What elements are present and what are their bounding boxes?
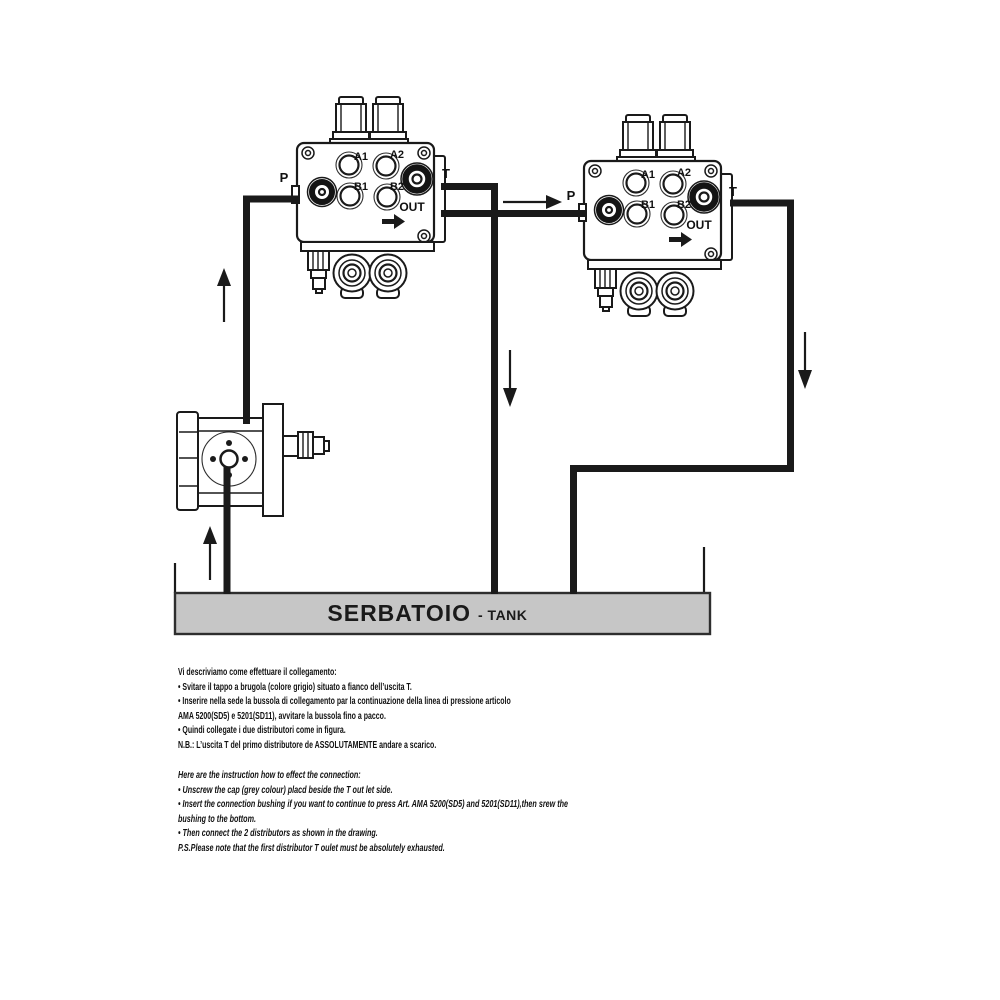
valve1-t-label: T [442,166,450,181]
arrow-head [798,370,812,389]
relief-neck [311,270,326,278]
instruction-line: Vi descriviamo come effettuare il collegamento: [178,667,337,678]
pump-flange [263,404,283,516]
valve2-out-label: OUT [686,218,712,232]
pump-bolt-dot [242,456,248,462]
instruction-line: • Svitare il tappo a brugola (colore grigio) situato a fianco dell’uscita T. [178,681,412,693]
pipe-pump-to-valve1-p [247,199,300,424]
instruction-line: • Quindi collegate i due distributori come in figura. [178,725,346,737]
relief-neck [598,288,613,296]
pump-shaft-end [313,437,324,454]
arrow-head [546,195,562,209]
valve2-a2-label: A2 [676,167,692,179]
distributor-valve-1 [280,97,450,298]
pump-bolt-dot [210,456,216,462]
relief-screw [313,278,325,289]
valve1-a2-label: A2 [389,149,405,161]
pump-shaft-tip [324,441,329,451]
valve2-t-label: T [729,184,737,199]
valve2-p-label: P [566,188,576,203]
valve2-out-arrow [669,237,681,242]
instructions-italian [178,666,511,754]
pipe-valve1-t-to-tank [441,187,495,595]
instruction-line: • Then connect the 2 distributors as shown in the drawing. [178,828,378,840]
valve2-a1-label: A1 [640,169,656,181]
instruction-line: bushing to the bottom. [178,813,256,825]
valve1-out-arrow [382,219,394,224]
pump-rear-cover [177,412,198,510]
tank-label-primary: SERBATOIO [327,600,471,626]
instruction-line: P.S.Please note that the first distributor T oulet must be absolutely exhausted. [178,842,445,854]
valve1-b2-label: B2 [389,181,405,193]
instruction-line: AMA 5200(SD5) e 5201(SD11), avvitare la bussola fino a pacco. [178,710,386,722]
pump-shaft-hole [221,451,238,468]
valve1-a1-label: A1 [353,151,369,163]
valve1-out-label: OUT [399,200,425,214]
distributor-valve-2 [567,115,737,316]
valve2-bottom-flange [588,260,721,269]
instruction-line: • Unscrew the cap (grey colour) placd beside the T out let side. [178,784,393,796]
arrow-head [503,388,517,407]
instruction-line: • Insert the connection bushing if you want to continue to press Art. AMA 5200(SD5) and 5201(SD11),then srew the [178,799,569,811]
gear-pump [177,404,329,516]
tank [175,547,710,634]
instructions-english [178,769,568,857]
tank-label-secondary: - TANK [478,607,528,623]
relief-tip [316,289,322,293]
instruction-line: N.B.: L’uscita T del primo distributore de ASSOLUTAMENTE andare a scarico. [178,739,437,751]
pump-shaft [283,436,298,456]
valve1-p-label: P [279,170,289,185]
valve1-b1-label: B1 [353,181,369,193]
relief-tip [603,307,609,311]
instruction-line: Here are the instruction how to effect the connection: [178,770,361,781]
pump-bolt-dot [226,472,232,478]
arrow-head [217,268,231,286]
pump-shaft-nut [298,432,313,458]
valve2-b2-label: B2 [676,199,692,211]
relief-screw [600,296,612,307]
pump-bolt-dot [226,440,232,446]
valve1-bottom-flange [301,242,434,251]
valve2-b1-label: B1 [640,199,656,211]
arrow-head [203,526,217,544]
instruction-line: • Inserire nella sede la bussola di collegamento par la continuazione della linea di pressione articolo [178,696,511,708]
